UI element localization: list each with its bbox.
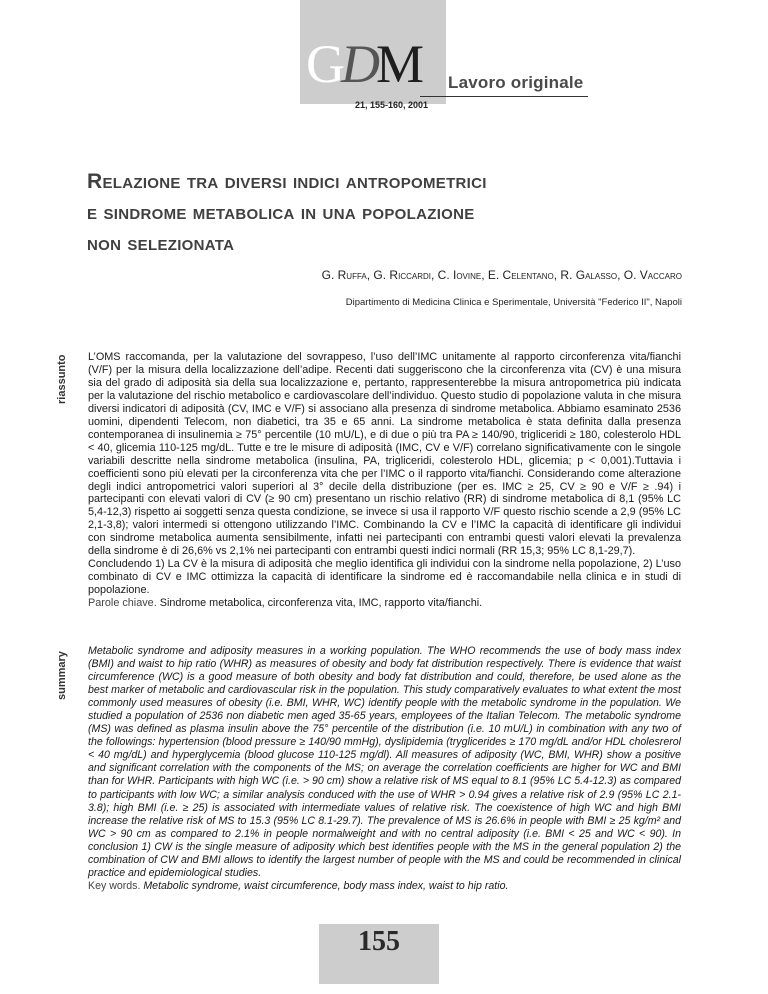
section-label: Lavoro originale [448, 73, 584, 92]
keywords-text: Sindrome metabolica, circonferenza vita, IMC, rapporto vita/fianchi. [159, 597, 483, 610]
italian-keywords [88, 597, 681, 610]
page-number: 155 [358, 926, 400, 957]
logo-letter-m: M [376, 34, 425, 94]
abstract-paragraph-2: Concludendo 1) La CV è la misura di adiposità che meglio identifica gli individui con la sindrome nella popolazione, 2) L’uso combinato di CV e IMC ottimizza la capacità di identificare la sindrome ed è raccomandabile nella clinica e in studi di popolazione. [88, 558, 681, 597]
journal-logo [306, 34, 425, 94]
keywords-label: Key words. [88, 879, 141, 892]
page-number-box [319, 924, 439, 984]
header-rule [420, 96, 588, 97]
title-line-2: e sindrome metabolica in una popolazione [87, 201, 475, 224]
author-list: G. Ruffa, G. Riccardi, C. Iovine, E. Celentano, R. Galasso, O. Vaccaro [321, 268, 682, 282]
journal-citation: 21, 155-160, 2001 [355, 100, 429, 110]
title-line-3: non selezionata [87, 232, 235, 255]
keywords-text: Metabolic syndrome, waist circumference, body mass index, waist to hip ratio. [143, 879, 509, 892]
italian-abstract [88, 351, 681, 610]
abstract-paragraph-1: L’OMS raccomanda, per la valutazione del sovrappeso, l’uso dell’IMC unitamente al rapporto circonferenza vita/fianchi (V/F) per la misura della localizzazione dell’adipe. Recenti dati suggeriscono che la circonferenza vita (CV) è una misura sia del grado di adiposità sia della sua localizzazione e, pertanto, rappresenterebbe la misura antropometrica più indicata per la valutazione del rischio metabolico e cardiovascolare dell’individuo. Questo studio di popolazione valuta in che misura diversi indicatori di adiposità (CV, IMC e V/F) si associano alla presenza di sindrome metabolica. Abbiamo esaminato 2536 uomini, dipendenti Telecom, non diabetici, tra 35 e 65 anni. La sindrome metabolica è stata definita dalla presenza contemporanea di insulinemia ≥ 75° percentile (10 mU/L), e di due o più tra PA ≥ 140/90, trigliceridi ≥ 180, colesterolo HDL < 40, glicemia 110-125 mg/dL. Tutte e tre le misure di adiposità (IMC, CV e V/F) correlano significativamente con le singole variabili descritte nella sindrome metabolica (insulina, PA, trigliceridi, colesterolo HDL, glicemia; p < 0,001).Tuttavia i coefficienti sono più elevati per la circonferenza vita che per l’IMC o il rapporto vita/fianchi. Considerando come alterazione degli indici antropometrici valori superiori al 3° decile della distribuzione (per es. IMC ≥ 25, CV ≥ 90 e V/F ≥ .94) i partecipanti con elevati valori di CV (≥ 90 cm) presentano un rischio relativo (RR) di sindrome metabolica di 8,1 (95% LC 5,4-12,3) rispetto ai soggetti senza questa condizione, se invece si usa il rapporto V/F questo rischio scende a 2,9 (95% LC 2,1-3,8); valori intermedi si ottengono utilizzando l’IMC. Combinando la CV e l’IMC la capacità di identificare gli individui con sindrome metabolica aumenta sensibilmente, infatti nei partecipanti con entrambi questi valori elevati la prevalenza della sindrome è di 26,6% vs 2,1% nei partecipanti con entrambi questi indici normali (RR 15,3; 95% LC 8,1-29,7). [88, 351, 681, 558]
title-line-1: Relazione tra diversi indici antropometrici [87, 170, 487, 193]
logo-letter-d: D [341, 34, 380, 94]
riassunto-side-label: riassunto [56, 354, 68, 404]
summary-text: Metabolic syndrome and adiposity measures in a working population. The WHO recommends the use of body mass index (BMI) and waist to hip ratio (WHR) as measures of obesity and body fat distribution respectively. There is evidence that waist circumference (WC) is a good measure of both obesity and body fat distribution and could, therefore, be used alone as the best marker of metabolic and cardiovascular risk in the population. This study comparatively evaluates to what extent the most commonly used measures of obesity (i.e. BMI, WHR, WC) identify people with the metabolic syndrome in the population. We studied a population of 2536 non diabetic men aged 35-65 years, employees of the Italian Telecom. The metabolic syndrome (MS) was defined as plasma insulin above the 75° percentile of the distribution (i.e. 10 mU/L) in combination with any two of the followings: hypertension (blood pressure ≥ 140/90 mmHg), dyslipidemia (tryglicerides ≥ 170 mg/dL and/or HDL cholesrerol < 40 mg/dL) and hyperglycemia (blood glucose 110-125 mg/dl). All measures of adiposity (WC, BMI, WHR) show a positive and significant correlation with the components of the MS; on average the correlation coefficients are higher for WC and BMI than for WHR. Participants with high WC (i.e. > 90 cm) show a relative risk of MS equal to 8.1 (95% LC 5.4-12.3) as compared to participants with low WC; a similar analysis conduced with the use of WHR > 0.94 gives a relative risk of 2.9 (95% LC 2.1-3.8); high BMI (i.e. ≥ 25) is associated with intermediate values of relative risk. The coexistence of high WC and high BMI increase the relative risk of MS to 15.3 (95% LC 8.1-29.7). The prevalence of MS is 26.6% in people with BMI ≥ 25 kg/m² and WC > 90 cm as compared to 2.1% in people normalweight and with no central adiposity (i.e. BMI < 25 and WC < 90). In conclusion 1) CW is the single measure of adiposity which best identifies people with the MS in the general population 2) the combination of CW and BMI allows to identify the largest number of people with the MS and could be recommended in clinical practice and epidemiological studies. [88, 645, 681, 879]
article-title [87, 166, 727, 259]
summary-side-label: summary [56, 651, 68, 700]
logo-letter-g: G [306, 34, 345, 94]
english-summary [88, 645, 681, 893]
keywords-label: Parole chiave. [88, 597, 157, 610]
english-keywords [88, 880, 681, 893]
affiliation: Dipartimento di Medicina Clinica e Sperimentale, Università "Federico II", Napoli [345, 297, 682, 308]
